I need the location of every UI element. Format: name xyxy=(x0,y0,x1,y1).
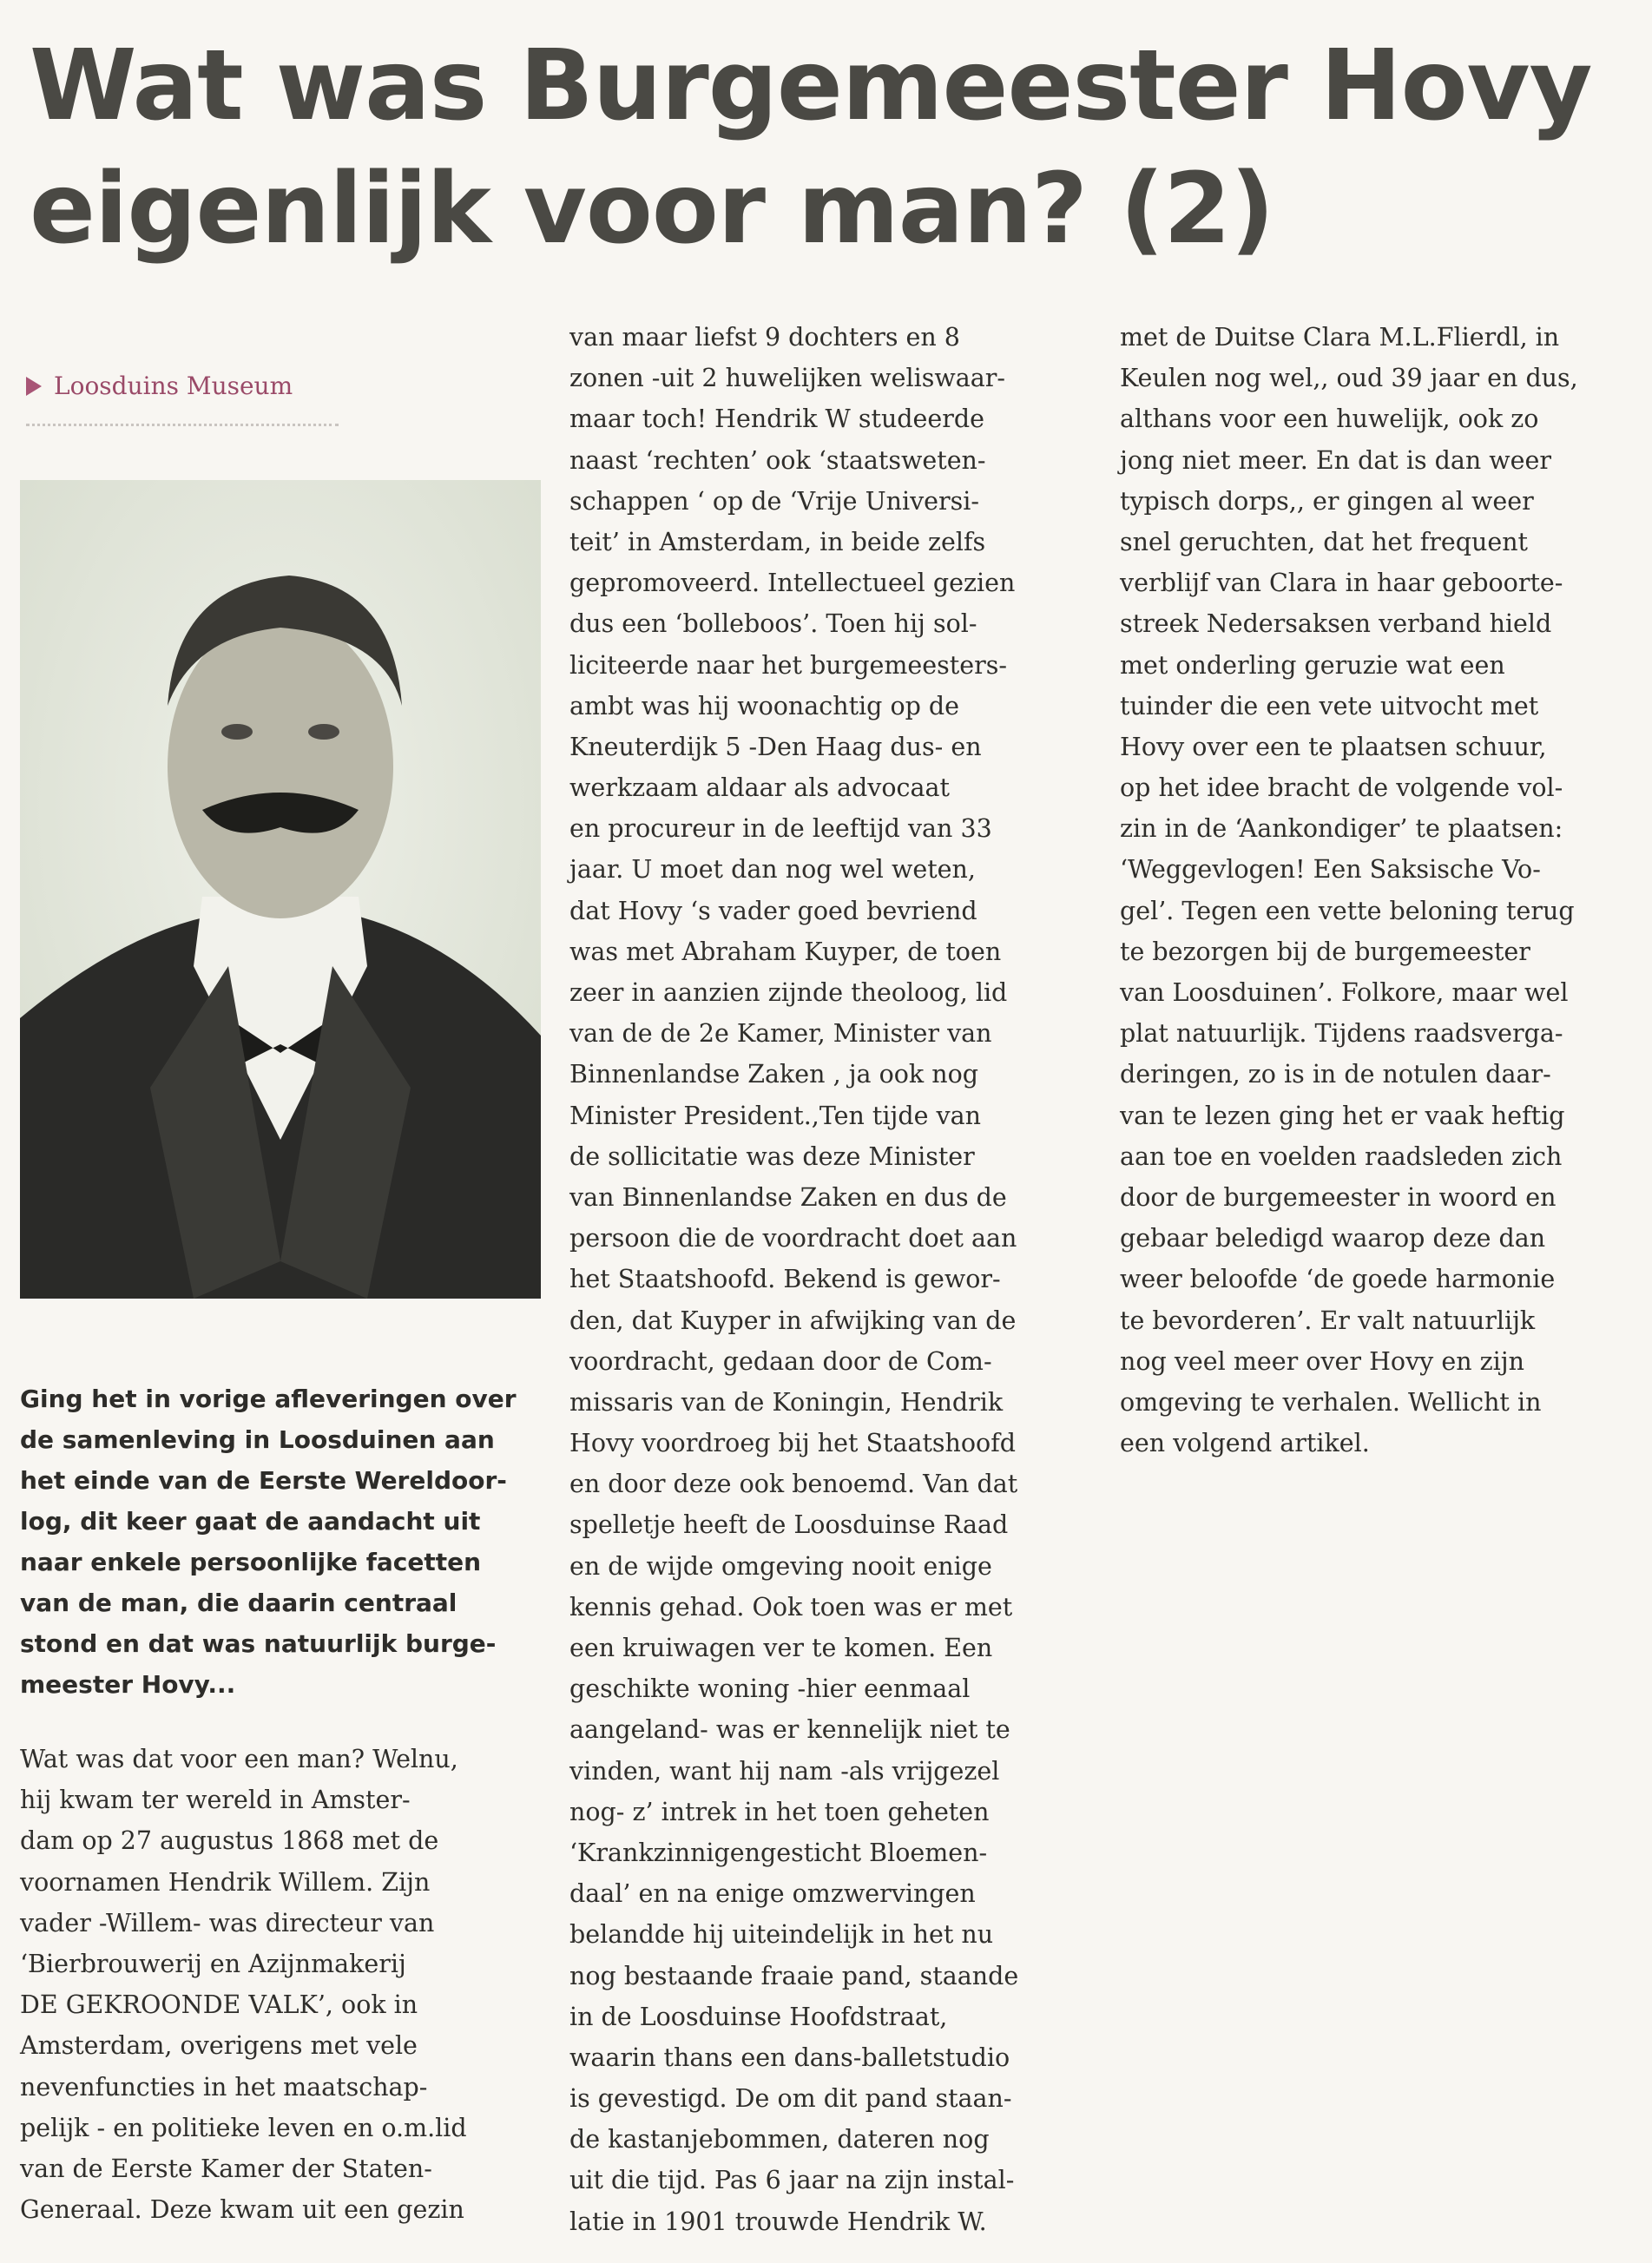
intro-line: Ging het in vorige afleveringen over xyxy=(20,1385,517,1413)
text-line: kennis gehad. Ook toen was er met xyxy=(569,1592,1013,1622)
text-line: jaar. U moet dan nog wel weten, xyxy=(569,855,976,885)
text-line: aangeland- was er kennelijk niet te xyxy=(569,1715,1010,1745)
intro-paragraph xyxy=(20,1378,517,1705)
text-line: plat natuurlijk. Tijdens raadsverga- xyxy=(1120,1019,1563,1049)
text-line: hij kwam ter wereld in Amster- xyxy=(20,1786,411,1815)
text-line: typisch dorps,, er gingen al weer xyxy=(1120,486,1534,516)
text-line: ‘Bierbrouwerij en Azijnmakerij xyxy=(20,1949,406,1978)
text-line: nevenfuncties in het maatschap- xyxy=(20,2072,428,2102)
text-line: DE GEKROONDE VALK’, ook in xyxy=(20,1990,418,2020)
text-line: althans voor een huwelijk, ook zo xyxy=(1120,405,1539,434)
text-line: pelijk - en politieke leven en o.m.lid xyxy=(20,2113,467,2142)
text-line: met de Duitse Clara M.L.Flierdl, in xyxy=(1120,323,1560,352)
text-line: was met Abraham Kuyper, de toen xyxy=(569,937,1002,966)
text-line: streek Nedersaksen verband hield xyxy=(1120,609,1552,639)
column-2 xyxy=(569,317,1018,2242)
text-line: den, dat Kuyper in afwijking van de xyxy=(569,1306,1017,1335)
intro-line: log, dit keer gaat de aandacht uit xyxy=(20,1507,481,1536)
triangle-icon xyxy=(26,377,42,396)
text-line: gepromoveerd. Intellectueel gezien xyxy=(569,569,1016,598)
text-line: nog veel meer over Hovy en zijn xyxy=(1120,1346,1524,1376)
text-line: geschikte woning -hier eenmaal xyxy=(569,1674,971,1704)
text-line: gebaar beledigd waarop deze dan xyxy=(1120,1224,1546,1253)
text-line: te bezorgen bij de burgemeester xyxy=(1120,937,1530,966)
text-line: voordracht, gedaan door de Com- xyxy=(569,1346,992,1376)
text-line: voornamen Hendrik Willem. Zijn xyxy=(20,1867,431,1897)
text-line: weer beloofde ‘de goede harmonie xyxy=(1120,1265,1556,1294)
text-line: daal’ en na enige omzwervingen xyxy=(569,1879,976,1909)
text-line: Amsterdam, overigens met vele xyxy=(20,2031,418,2061)
text-line: een volgend artikel. xyxy=(1120,1429,1370,1458)
text-line: snel geruchten, dat het frequent xyxy=(1120,527,1529,556)
intro-line: stond en dat was natuurlijk burge- xyxy=(20,1629,497,1658)
text-line: Generaal. Deze kwam uit een gezin xyxy=(20,2195,464,2225)
text-line: Binnenlandse Zaken , ja ook nog xyxy=(569,1060,979,1089)
text-line: van maar liefst 9 dochters en 8 xyxy=(569,323,960,352)
text-line: Kneuterdijk 5 -Den Haag dus- en xyxy=(569,732,982,761)
text-line: zonen -uit 2 huwelijken weliswaar- xyxy=(569,364,1005,393)
text-line: zeer in aanzien zijnde theoloog, lid xyxy=(569,978,1008,1007)
text-line: jong niet meer. En dat is dan weer xyxy=(1120,445,1552,475)
text-line: schappen ‘ op de ‘Vrije Universi- xyxy=(569,486,980,516)
text-line: ‘Weggevlogen! Een Saksische Vo- xyxy=(1120,855,1541,885)
text-line: van Binnenlandse Zaken en dus de xyxy=(569,1182,1007,1212)
byline xyxy=(26,372,293,400)
text-line: nog- z’ intrek in het toen geheten xyxy=(569,1797,990,1826)
portrait-photo xyxy=(20,480,541,1299)
text-line: deringen, zo is in de notulen daar- xyxy=(1120,1060,1551,1089)
text-line: dat Hovy ‘s vader goed bevriend xyxy=(569,896,977,925)
text-line: in de Loosduinse Hoofdstraat, xyxy=(569,2002,948,2031)
text-line: door de burgemeester in woord en xyxy=(1120,1182,1557,1212)
text-line: van de Eerste Kamer der Staten- xyxy=(20,2154,432,2183)
text-line: te bevorderen’. Er valt natuurlijk xyxy=(1120,1306,1536,1335)
text-line: ambt was hij woonachtig op de xyxy=(569,691,960,720)
text-line: waarin thans een dans-balletstudio xyxy=(569,2043,1010,2072)
text-line: op het idee bracht de volgende vol- xyxy=(1120,773,1563,803)
text-line: van de de 2e Kamer, Minister van xyxy=(569,1019,992,1049)
intro-line: de samenleving in Loosduinen aan xyxy=(20,1425,495,1454)
text-line: teit’ in Amsterdam, in beide zelfs xyxy=(569,527,986,556)
text-line: aan toe en voelden raadsleden zich xyxy=(1120,1141,1563,1171)
text-line: de sollicitatie was deze Minister xyxy=(569,1141,975,1171)
text-line: belandde hij uiteindelijk in het nu xyxy=(569,1920,994,1950)
column-1 xyxy=(20,1739,467,2230)
text-line: latie in 1901 trouwde Hendrik W. xyxy=(569,2207,987,2236)
intro-line: het einde van de Eerste Wereldoor- xyxy=(20,1466,507,1495)
text-line: van te lezen ging het er vaak heftig xyxy=(1120,1101,1565,1130)
text-line: Minister President.,Ten tijde van xyxy=(569,1101,981,1130)
intro-line: van de man, die daarin centraal xyxy=(20,1589,457,1617)
text-line: ‘Krankzinnigengesticht Bloemen- xyxy=(569,1838,988,1867)
text-line: naast ‘rechten’ ook ‘staatsweten- xyxy=(569,445,986,475)
text-line: dus een ‘bolleboos’. Toen hij sol- xyxy=(569,609,977,639)
text-line: een kruiwagen ver te komen. Een xyxy=(569,1634,993,1662)
text-line: spelletje heeft de Loosduinse Raad xyxy=(569,1510,1009,1540)
headline-line: eigenlijk voor man? (2) xyxy=(30,153,1274,266)
text-line: missaris van de Koningin, Hendrik xyxy=(569,1387,1004,1417)
headline xyxy=(30,24,1592,271)
text-line: uit die tijd. Pas 6 jaar na zijn instal- xyxy=(569,2166,1015,2195)
headline-line: Wat was Burgemeester Hovy xyxy=(30,30,1592,142)
text-line: Hovy voordroeg bij het Staatshoofd xyxy=(569,1429,1017,1458)
byline-text: Loosduins Museum xyxy=(54,372,293,400)
text-line: vinden, want hij nam -als vrijgezel xyxy=(569,1756,1000,1786)
text-line: vader -Willem- was directeur van xyxy=(20,1908,435,1937)
text-line: persoon die de voordracht doet aan xyxy=(569,1224,1017,1253)
column-3 xyxy=(1120,317,1578,1464)
text-line: en de wijde omgeving nooit enige xyxy=(569,1551,992,1581)
text-line: is gevestigd. De om dit pand staan- xyxy=(569,2084,1012,2114)
text-line: maar toch! Hendrik W studeerde xyxy=(569,405,985,434)
text-line: tuinder die een vete uitvocht met xyxy=(1120,691,1539,720)
text-line: dam op 27 augustus 1868 met de xyxy=(20,1826,439,1856)
text-line: en procureur in de leeftijd van 33 xyxy=(569,814,992,844)
intro-line: naar enkele persoonlijke facetten xyxy=(20,1548,482,1576)
text-line: het Staatshoofd. Bekend is gewor- xyxy=(569,1265,1001,1294)
text-line: liciteerde naar het burgemeesters- xyxy=(569,650,1007,680)
text-line: omgeving te verhalen. Wellicht in xyxy=(1120,1387,1542,1417)
text-line: werkzaam aldaar als advocaat xyxy=(569,773,950,803)
divider xyxy=(26,424,339,426)
text-line: verblijf van Clara in haar geboorte- xyxy=(1120,569,1563,598)
intro-line: meester Hovy... xyxy=(20,1670,236,1699)
text-line: zin in de ‘Aankondiger’ te plaatsen: xyxy=(1120,814,1563,844)
text-line: Hovy over een te plaatsen schuur, xyxy=(1120,732,1547,761)
text-line: de kastanjebommen, dateren nog xyxy=(569,2125,990,2154)
text-line: nog bestaande fraaie pand, staande xyxy=(569,1961,1019,1990)
text-line: van Loosduinen’. Folkore, maar wel xyxy=(1120,978,1569,1007)
text-line: met onderling geruzie wat een xyxy=(1120,650,1505,680)
text-line: en door deze ook benoemd. Van dat xyxy=(569,1470,1018,1499)
text-line: gel’. Tegen een vette beloning terug xyxy=(1120,896,1575,925)
text-line: Keulen nog wel,, oud 39 jaar en dus, xyxy=(1120,364,1578,393)
text-line: Wat was dat voor een man? Welnu, xyxy=(20,1745,458,1773)
